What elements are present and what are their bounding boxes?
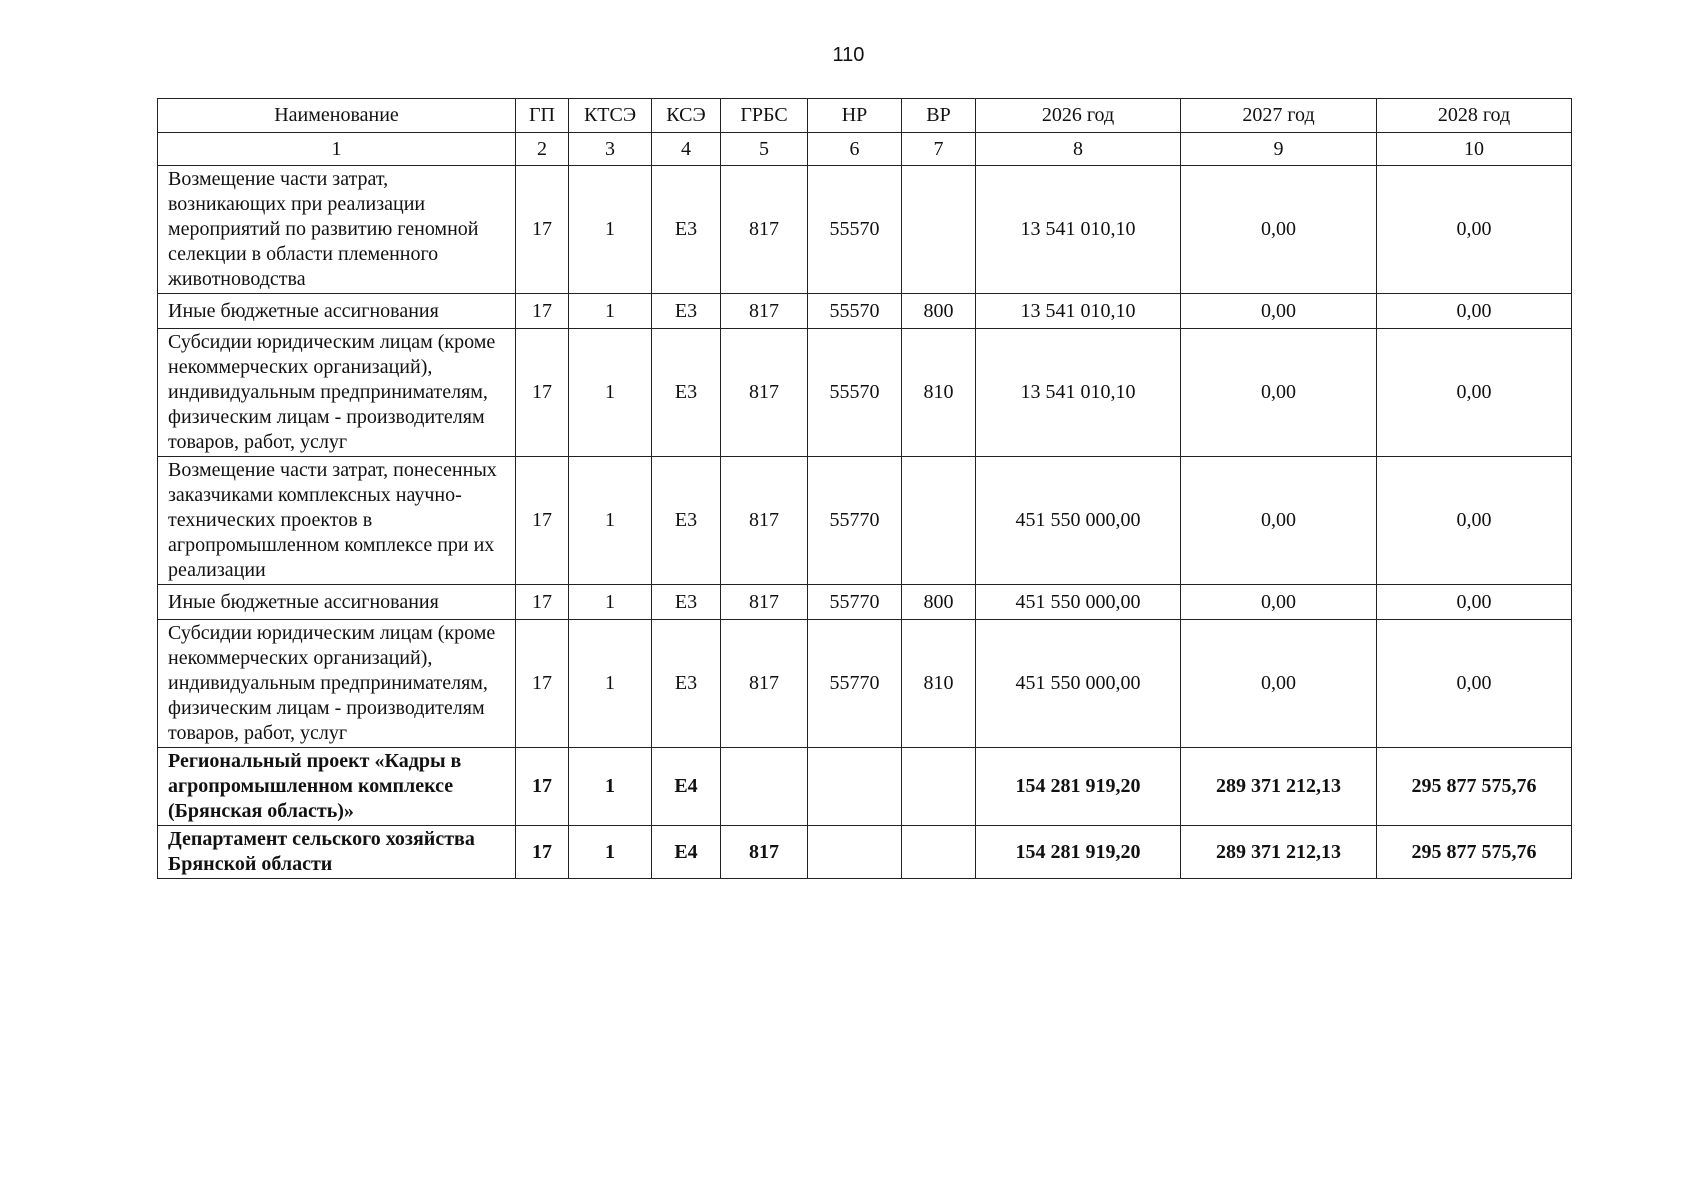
col-number: 2 <box>516 133 569 166</box>
cell-2026: 451 550 000,00 <box>976 457 1181 585</box>
cell-grbs: 817 <box>721 620 808 748</box>
cell-2027: 0,00 <box>1181 457 1377 585</box>
table-row <box>158 826 1572 879</box>
cell-2028: 0,00 <box>1377 294 1572 329</box>
cell-ktse: 1 <box>569 748 652 826</box>
cell-gp: 17 <box>516 166 569 294</box>
table-row <box>158 329 1572 457</box>
table-row <box>158 294 1572 329</box>
row-name: Иные бюджетные ассигнования <box>158 294 516 329</box>
cell-nr: 55570 <box>808 294 902 329</box>
cell-nr <box>808 748 902 826</box>
row-name: Региональный проект «Кадры в агропромышленном комплексе (Брянская область)» <box>158 748 516 826</box>
col-header-grbs: ГРБС <box>721 99 808 133</box>
cell-vr <box>902 826 976 879</box>
table-row <box>158 166 1572 294</box>
cell-2027: 0,00 <box>1181 166 1377 294</box>
col-header-2027: 2027 год <box>1181 99 1377 133</box>
cell-2028: 0,00 <box>1377 585 1572 620</box>
cell-2026: 451 550 000,00 <box>976 620 1181 748</box>
col-header-2028: 2028 год <box>1377 99 1572 133</box>
cell-2028: 295 877 575,76 <box>1377 748 1572 826</box>
row-name: Департамент сельского хозяйства Брянской области <box>158 826 516 879</box>
col-number: 9 <box>1181 133 1377 166</box>
cell-vr: 800 <box>902 585 976 620</box>
cell-kse: Е3 <box>652 294 721 329</box>
cell-ktse: 1 <box>569 329 652 457</box>
cell-gp: 17 <box>516 826 569 879</box>
cell-vr: 800 <box>902 294 976 329</box>
col-header-2026: 2026 год <box>976 99 1181 133</box>
cell-2026: 154 281 919,20 <box>976 748 1181 826</box>
row-name: Иные бюджетные ассигнования <box>158 585 516 620</box>
col-number: 5 <box>721 133 808 166</box>
cell-vr: 810 <box>902 620 976 748</box>
cell-gp: 17 <box>516 585 569 620</box>
cell-2028: 0,00 <box>1377 329 1572 457</box>
cell-vr <box>902 748 976 826</box>
col-header-ktse: КТСЭ <box>569 99 652 133</box>
cell-grbs <box>721 748 808 826</box>
cell-2027: 0,00 <box>1181 585 1377 620</box>
cell-nr <box>808 826 902 879</box>
cell-gp: 17 <box>516 748 569 826</box>
row-name: Возмещение части затрат, понесенных заказчиками комплексных научно-технических проектов в агропромышленном комплексе при их реализации <box>158 457 516 585</box>
cell-2028: 0,00 <box>1377 166 1572 294</box>
col-header-kse: КСЭ <box>652 99 721 133</box>
col-header-vr: ВР <box>902 99 976 133</box>
cell-2026: 451 550 000,00 <box>976 585 1181 620</box>
cell-gp: 17 <box>516 620 569 748</box>
cell-kse: Е3 <box>652 457 721 585</box>
header-row <box>158 99 1572 133</box>
col-number: 4 <box>652 133 721 166</box>
col-number: 3 <box>569 133 652 166</box>
cell-nr: 55570 <box>808 329 902 457</box>
cell-ktse: 1 <box>569 585 652 620</box>
cell-grbs: 817 <box>721 166 808 294</box>
col-header-name: Наименование <box>158 99 516 133</box>
col-header-nr: НР <box>808 99 902 133</box>
cell-nr: 55770 <box>808 585 902 620</box>
row-name: Субсидии юридическим лицам (кроме некоммерческих организаций), индивидуальным предпринимателям, физическим лицам - производителям товаров, работ, услуг <box>158 620 516 748</box>
cell-grbs: 817 <box>721 585 808 620</box>
cell-2027: 0,00 <box>1181 329 1377 457</box>
col-number: 10 <box>1377 133 1572 166</box>
cell-kse: Е3 <box>652 166 721 294</box>
cell-2027: 0,00 <box>1181 294 1377 329</box>
cell-vr <box>902 457 976 585</box>
cell-2028: 0,00 <box>1377 620 1572 748</box>
cell-grbs: 817 <box>721 329 808 457</box>
cell-ktse: 1 <box>569 166 652 294</box>
row-name: Субсидии юридическим лицам (кроме некоммерческих организаций), индивидуальным предпринимателям, физическим лицам - производителям товаров, работ, услуг <box>158 329 516 457</box>
cell-grbs: 817 <box>721 826 808 879</box>
cell-vr <box>902 166 976 294</box>
cell-2028: 0,00 <box>1377 457 1572 585</box>
cell-vr: 810 <box>902 329 976 457</box>
cell-2026: 13 541 010,10 <box>976 294 1181 329</box>
cell-2028: 295 877 575,76 <box>1377 826 1572 879</box>
row-name: Возмещение части затрат, возникающих при реализации мероприятий по развитию геномной селекции в области племенного животноводства <box>158 166 516 294</box>
cell-2026: 13 541 010,10 <box>976 166 1181 294</box>
table-row <box>158 748 1572 826</box>
cell-nr: 55570 <box>808 166 902 294</box>
cell-2027: 289 371 212,13 <box>1181 826 1377 879</box>
col-number: 8 <box>976 133 1181 166</box>
cell-grbs: 817 <box>721 294 808 329</box>
col-number: 7 <box>902 133 976 166</box>
cell-grbs: 817 <box>721 457 808 585</box>
table-row <box>158 457 1572 585</box>
cell-2026: 13 541 010,10 <box>976 329 1181 457</box>
column-number-row <box>158 133 1572 166</box>
cell-nr: 55770 <box>808 457 902 585</box>
cell-ktse: 1 <box>569 457 652 585</box>
page-number: 110 <box>832 44 865 66</box>
cell-ktse: 1 <box>569 620 652 748</box>
cell-2027: 0,00 <box>1181 620 1377 748</box>
col-number: 6 <box>808 133 902 166</box>
cell-gp: 17 <box>516 329 569 457</box>
cell-kse: Е4 <box>652 826 721 879</box>
cell-2027: 289 371 212,13 <box>1181 748 1377 826</box>
col-number: 1 <box>158 133 516 166</box>
cell-nr: 55770 <box>808 620 902 748</box>
table-row <box>158 620 1572 748</box>
cell-kse: Е3 <box>652 329 721 457</box>
cell-ktse: 1 <box>569 294 652 329</box>
col-header-gp: ГП <box>516 99 569 133</box>
cell-gp: 17 <box>516 294 569 329</box>
cell-ktse: 1 <box>569 826 652 879</box>
budget-table <box>157 98 1572 879</box>
cell-kse: Е3 <box>652 585 721 620</box>
cell-2026: 154 281 919,20 <box>976 826 1181 879</box>
cell-kse: Е4 <box>652 748 721 826</box>
table-row <box>158 585 1572 620</box>
cell-kse: Е3 <box>652 620 721 748</box>
cell-gp: 17 <box>516 457 569 585</box>
